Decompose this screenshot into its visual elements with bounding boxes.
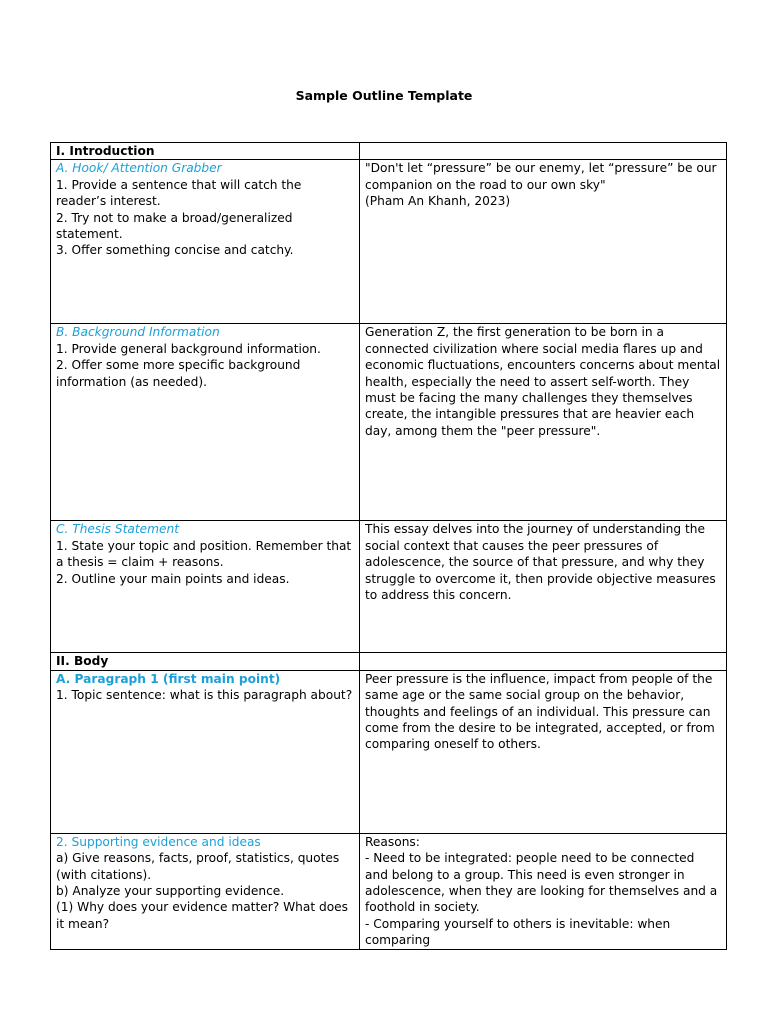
table-row-supporting (51, 833, 727, 949)
section-row-body (51, 653, 727, 670)
table-row-background (51, 324, 727, 521)
content-paragraph: Peer pressure is the influence, impact from people of the same age or the same social group on the behavior, thoughts and feelings of an individual. This pressure can come from the desire to be integrated, accepted, or from comparing oneself to others. (365, 671, 715, 752)
page-title: Sample Outline Template (295, 88, 473, 103)
empty-cell (360, 143, 727, 160)
instruction-line: a) Give reasons, facts, proof, statistics, quotes (with citations). (56, 851, 340, 882)
instruction-line: b) Analyze your supporting evidence. (56, 884, 285, 899)
content-cell-hook (360, 160, 727, 324)
content-cell-supporting (360, 833, 727, 949)
section-heading-body: II. Body (51, 653, 360, 670)
content-cell-background (360, 324, 727, 521)
subheading-hook: A. Hook/ Attention Grabber (56, 161, 222, 176)
content-line: Reasons: (365, 834, 420, 849)
instruction-line: 2. Try not to make a broad/generalized statement. (56, 210, 293, 242)
instructions-cell-paragraph1 (51, 670, 360, 833)
instructions-cell-supporting (51, 833, 360, 949)
outline-table (50, 142, 727, 950)
content-paragraph: Generation Z, the first generation to be born in a connected civilization where social media flares up and economic fluctuations, encounters concerns about mental health, especially the need to assert self-worth. They must be facing the many challenges they themselves create, the intangible pressures that are heavier each day, among them the "peer pressure". (365, 325, 721, 438)
instruction-line: 1. Provide general background information. (56, 341, 321, 356)
content-citation: (Pham An Khanh, 2023) (365, 194, 511, 209)
content-cell-paragraph1 (360, 670, 727, 833)
subheading-paragraph1: A. Paragraph 1 (first main point) (56, 671, 281, 686)
content-cell-thesis (360, 521, 727, 653)
content-paragraph: This essay delves into the journey of understanding the social context that causes the peer pressures of adolescence, the source of that pressure, and why they struggle to overcome it, then provide objective measures to address this concern. (365, 522, 716, 603)
instructions-cell-hook (51, 160, 360, 324)
table-row-thesis (51, 521, 727, 653)
instructions-cell-background (51, 324, 360, 521)
instruction-line: 1. State your topic and position. Remember that a thesis = claim + reasons. (56, 538, 352, 570)
table-row-hook (51, 160, 727, 324)
instruction-line: 2. Offer some more specific background information (as needed). (56, 358, 301, 389)
instruction-line: 3. Offer something concise and catchy. (56, 243, 294, 258)
section-heading-introduction: I. Introduction (51, 143, 360, 160)
content-line: - Need to be integrated: people need to be connected and belong to a group. This need is even stronger in adolescence, when they are looking for themselves and a foothold in society. (365, 851, 718, 915)
subheading-background: B. Background Information (56, 325, 220, 340)
empty-cell (360, 653, 727, 670)
table-row-paragraph1 (51, 670, 727, 833)
content-paragraph: "Don't let “pressure” be our enemy, let “pressure” be our companion on the road to our own sky" (365, 161, 717, 192)
instruction-line: 1. Topic sentence: what is this paragraph about? (56, 688, 353, 703)
content-line: - Comparing yourself to others is inevitable: when comparing (365, 916, 671, 948)
subheading-thesis: C. Thesis Statement (56, 522, 180, 537)
instruction-line: 1. Provide a sentence that will catch the reader’s interest. (56, 177, 302, 209)
subheading-supporting: 2. Supporting evidence and ideas (56, 834, 261, 849)
instructions-cell-thesis (51, 521, 360, 653)
section-row-introduction (51, 143, 727, 160)
instruction-line: 2. Outline your main points and ideas. (56, 571, 290, 586)
instruction-line: (1) Why does your evidence matter? What does it mean? (56, 900, 349, 931)
